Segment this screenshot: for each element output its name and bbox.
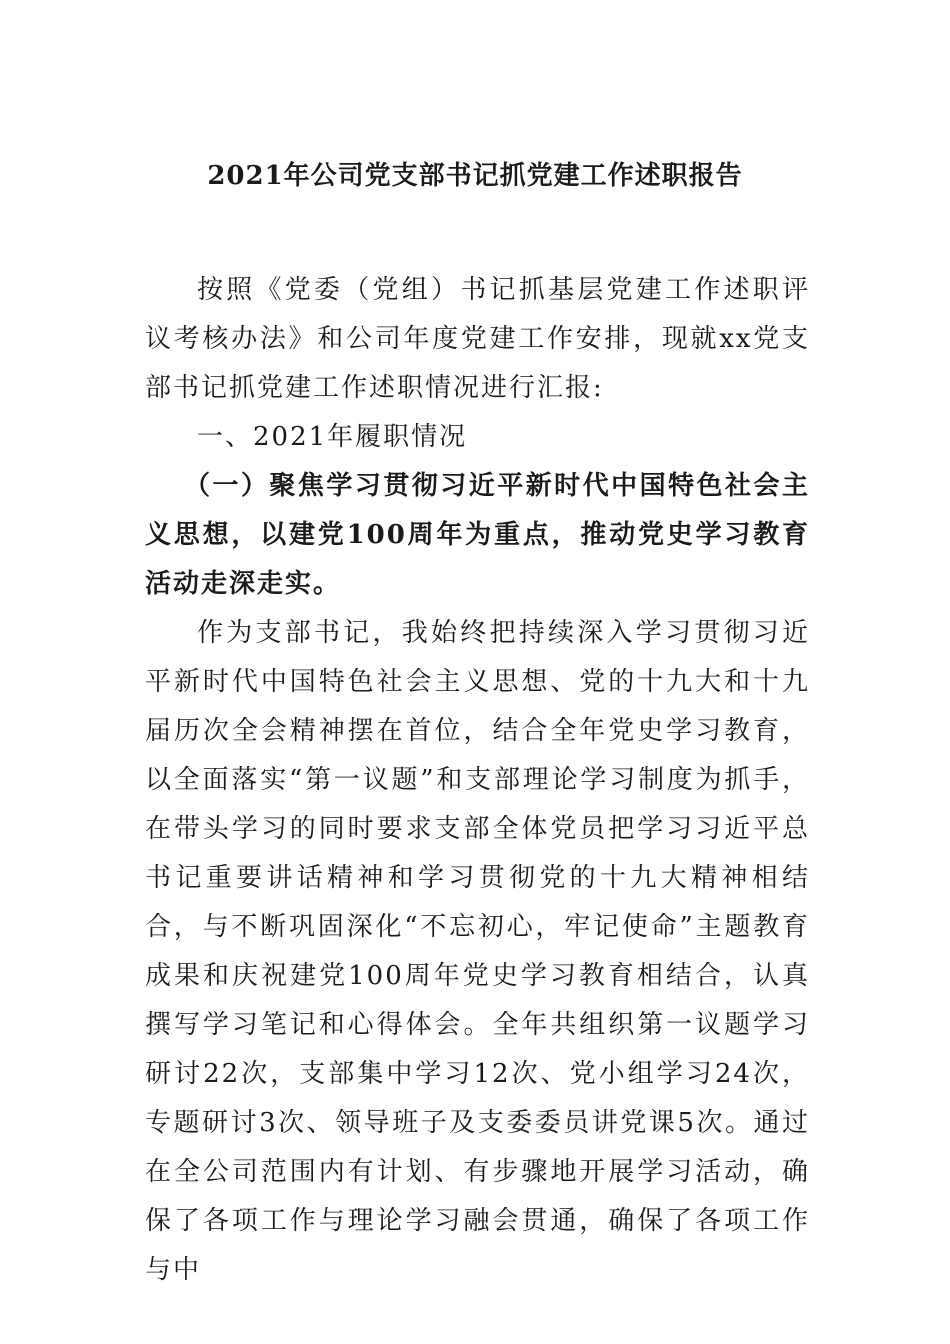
document-body — [145, 266, 810, 1295]
section-heading: 一、2021年履职情况 — [197, 422, 468, 452]
document-title: 2021年公司党支部书记抓党建工作述职报告 — [207, 161, 743, 191]
subsection-heading: （一）聚焦学习贯彻习近平新时代中国特色社会主义思想，以建党100周年为重点，推动党史学习教育活动走深走实。 — [145, 471, 810, 599]
body-paragraph: 作为支部书记，我始终把持续深入学习贯彻习近平新时代中国特色社会主义思想、党的十九大和十九届历次全会精神摆在首位，结合全年党史学习教育，以全面落实“第一议题”和支部理论学习制度为抓手，在带头学习的同时要求支部全体党员把学习习近平总书记重要讲话精神和学习贯彻党的十九大精神相结合，与不断巩固深化“不忘初心，牢记使命”主题教育成果和庆祝建党100周年党史学习教育相结合，认真撰写学习笔记和心得体会。全年共组织第一议题学习研讨22次，支部集中学习12次、党小组学习24次，专题研讨3次、领导班子及支委委员讲党课5次。通过在全公司范围内有计划、有步骤地开展学习活动，确保了各项工作与理论学习融会贯通，确保了各项工作与中 — [145, 618, 810, 1285]
intro-paragraph: 按照《党委（党组）书记抓基层党建工作述职评议考核办法》和公司年度党建工作安排，现就xx党支部书记抓党建工作述职情况进行汇报: — [145, 275, 810, 403]
